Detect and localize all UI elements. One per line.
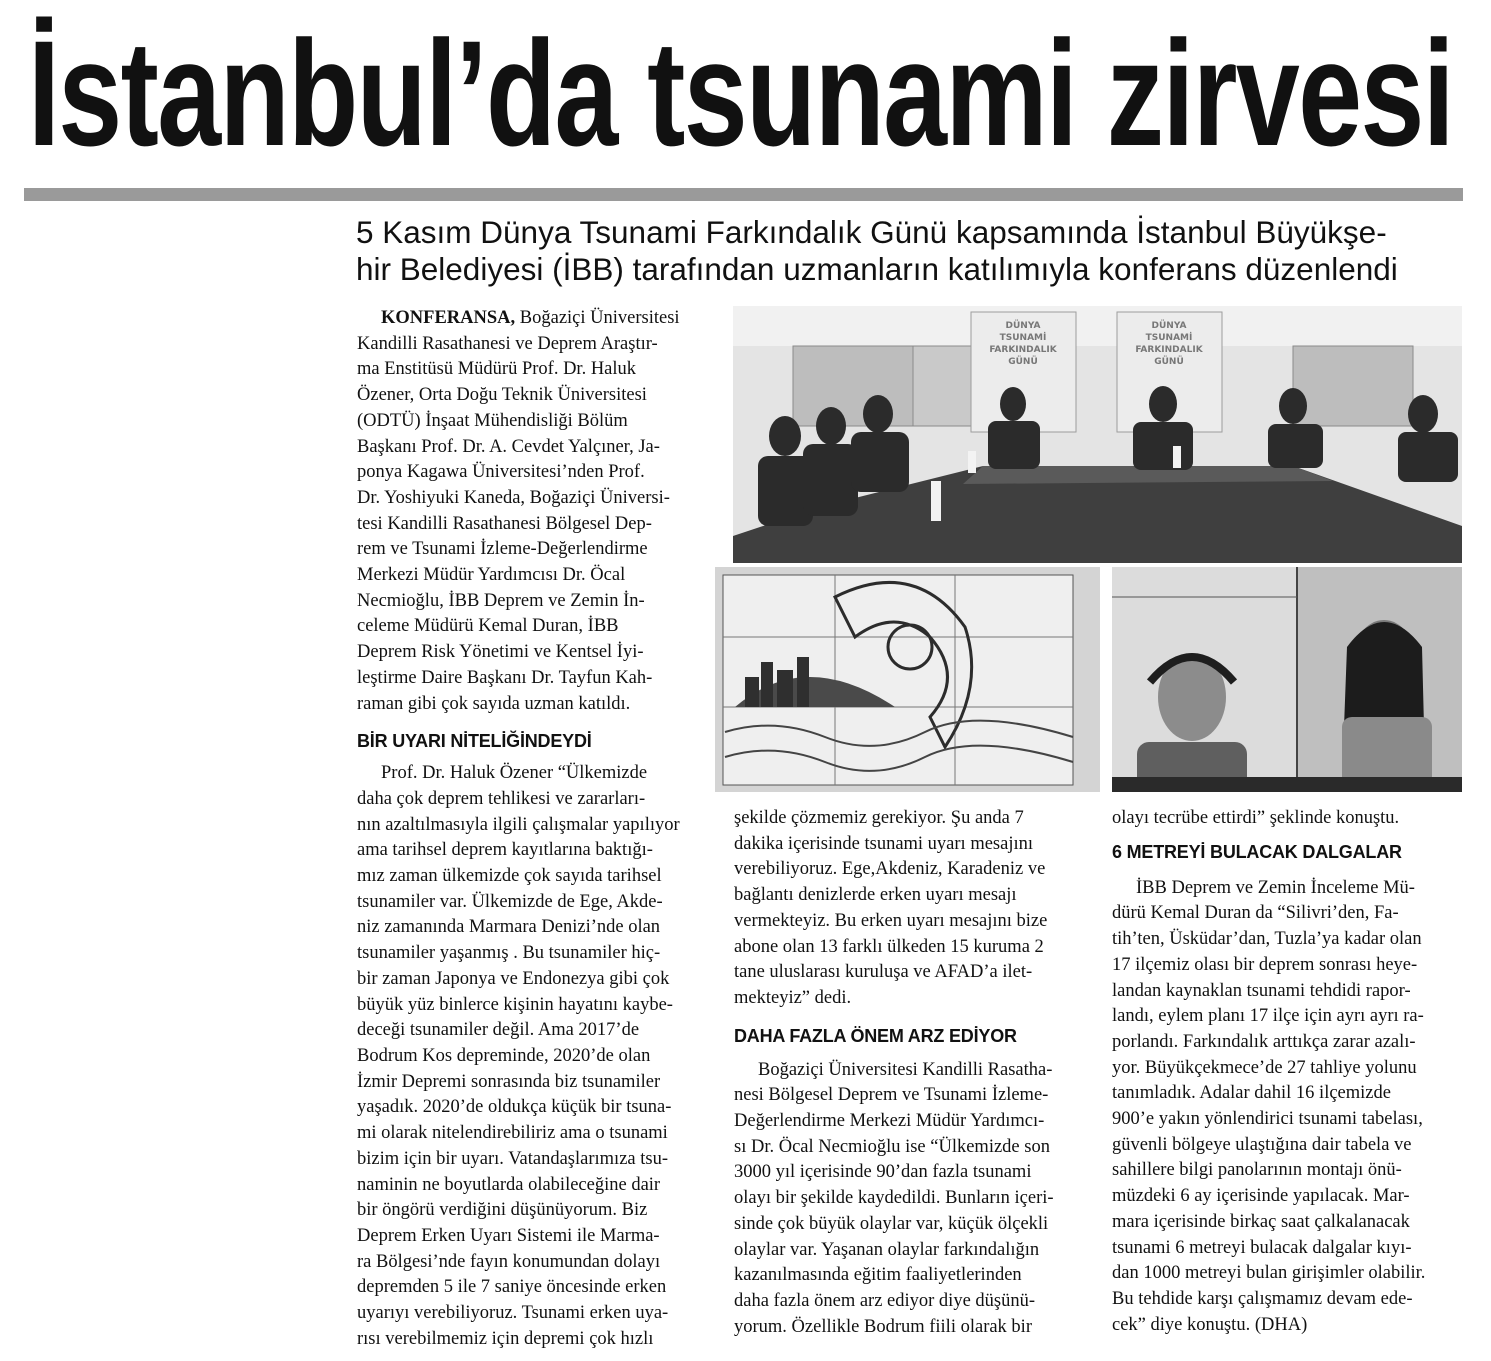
column-2 (734, 806, 1094, 1340)
text-line: olayı bir şekilde kaydedildi. Bunların içeri- (734, 1188, 1054, 1209)
text-line: dan 1000 metreyi bulan girişimler olabilir. (1112, 1263, 1426, 1284)
banner-line-4: GÜNÜ (1008, 357, 1038, 367)
text-line: bir öngörü verdiğini düşünüyorum. Biz (357, 1200, 648, 1221)
text-line: Boğaziçi Üniversitesi Kandilli Rasatha- (758, 1059, 1053, 1080)
banner-line-1: DÜNYA (1005, 321, 1041, 331)
text-line: İzmir Depremi sonrasında biz tsunamiler (357, 1071, 661, 1092)
text-line: niz zamanında Marmara Denizi’nde olan (357, 917, 661, 938)
text-line: uyarıyı verebiliyoruz. Tsunami erken uya- (357, 1303, 669, 1324)
text-line: Kandilli Rasathanesi ve Deprem Araştır- (357, 333, 658, 354)
headline-text: İstanbul’da tsunami zirvesi (28, 9, 1454, 177)
text-line: Özener, Orta Doğu Teknik Üniversitesi (357, 385, 647, 406)
text-line: leştirme Daire Başkanı Dr. Tayfun Kah- (357, 667, 653, 688)
subheadline (356, 214, 1456, 288)
intro-lines (357, 332, 707, 718)
text-line: daha çok deprem tehlikesi ve zararları- (357, 788, 646, 809)
text-line: büyük yüz binlerce kişinin hayatını kaybe- (357, 994, 673, 1015)
text-line: olaylar var. Yaşanan olaylar farkındalığın (734, 1239, 1040, 1260)
text-line: deceği tsunamiler değil. Ama 2017’de (357, 1020, 640, 1041)
text-line: mi olarak nitelendirebiliriz ama o tsunami (357, 1123, 668, 1144)
text-line: Bodrum Kos depreminde, 2020’de olan (357, 1045, 651, 1066)
column-1 (357, 306, 707, 1352)
text-line: Değerlendirme Merkezi Müdür Yardımcı- (734, 1111, 1045, 1132)
section-heading: BİR UYARI NİTELİĞİNDEYDİ (357, 731, 592, 752)
text-line: verebiliyoruz. Ege,Akdeniz, Karadeniz ve (734, 859, 1046, 880)
section-body (734, 1058, 1094, 1341)
photo-conference-room (733, 306, 1462, 563)
text-line: vermekteyiz. Bu erken uyarı mesajını bize (734, 910, 1048, 931)
text-line: naminin ne boyutlarda olabileceğine dair (357, 1174, 661, 1195)
text-line: dakika içerisinde tsunami uyarı mesajını (734, 833, 1033, 854)
intro-paragraph (357, 306, 707, 332)
text-line: sı Dr. Öcal Necmioğlu ise “Ülkemizde son (734, 1136, 1050, 1157)
text-line: celeme Müdürü Kemal Duran, İBB (357, 616, 619, 637)
text-line: landı, eylem planı 17 ilçe için ayrı ayrı ra- (1112, 1006, 1424, 1027)
headline (0, 0, 1491, 180)
text-line: ma Enstitüsü Müdürü Prof. Dr. Haluk (357, 359, 637, 380)
text-line: tesi Kandilli Rasathanesi Bölgesel Dep- (357, 513, 652, 534)
text-line: Merkezi Müdür Yardımcısı Dr. Öcal (357, 565, 626, 586)
text-line: Deprem Erken Uyarı Sistemi ile Marma- (357, 1225, 660, 1246)
subheadline-line: hir Belediyesi (İBB) tarafından uzmanların katılımıyla konferans düzenlendi (356, 251, 1398, 287)
headline-rule (24, 188, 1463, 201)
text-line: güvenli bölgeye ulaştığına dair tabela ve (1112, 1134, 1412, 1155)
text-line: şekilde çözmemiz gerekiyor. Şu anda 7 (734, 808, 1024, 828)
text-line: rısı verebilmemiz için depremi çok hızlı (357, 1328, 654, 1349)
banner-line-3: FARKINDALIK (1135, 345, 1203, 355)
banner-line-2: TSUNAMİ (999, 333, 1047, 343)
text-line: (ODTÜ) İnşaat Mühendisliği Bölüm (357, 410, 628, 431)
video-call-svg (1112, 567, 1462, 792)
banner-line-2: TSUNAMİ (1145, 333, 1193, 343)
section-heading: DAHA FAZLA ÖNEM ARZ EDİYOR (734, 1025, 1017, 1046)
text-line: mekteyiz” dedi. (734, 987, 852, 1008)
banner-line-4: GÜNÜ (1154, 357, 1184, 367)
text-line: İBB Deprem ve Zemin İnceleme Mü- (1136, 877, 1415, 898)
conference-photo-svg (733, 306, 1462, 563)
banner-line-3: FARKINDALIK (989, 345, 1057, 355)
text-line: ama tarihsel deprem kayıtlarına baktığı- (357, 840, 653, 861)
text-line: müzdeki 6 ay içerisinde yapılacak. Mar- (1112, 1186, 1410, 1207)
text-line: Necmioğlu, İBB Deprem ve Zemin İn- (357, 590, 645, 611)
text-line: sahillere bilgi panolarının montajı önü- (1112, 1160, 1402, 1181)
text-line: 17 ilçemiz olası bir deprem sonrası heye- (1112, 954, 1418, 975)
text-line: yor. Büyükçekmece’de 27 tahliye yolunu (1112, 1057, 1417, 1078)
text-line: ponya Kagawa Üniversitesi’nden Prof. (357, 462, 645, 483)
text-line: Prof. Dr. Haluk Özener “Ülkemizde (381, 763, 648, 784)
text-line: tih’ten, Üsküdar’dan, Tuzla’ya kadar olan (1112, 929, 1422, 950)
photo-tsunami-drawing (715, 567, 1100, 792)
text-line: yorum. Özellikle Bodrum fiili olarak bir (734, 1316, 1032, 1337)
text-line: mara içerisinde birkaç saat çalkalanacak (1112, 1211, 1410, 1232)
banner-line-1: DÜNYA (1151, 321, 1187, 331)
text-line: kazanılmasında eğitim faaliyetlerinden (734, 1265, 1022, 1286)
text-line: tsunami 6 metreyi bulacak dalgalar kıyı- (1112, 1237, 1412, 1258)
text-line: bizim için bir uyarı. Vatandaşlarımıza tsu- (357, 1148, 668, 1169)
text-line: 900’e yakın yönlendirici tsunami tabelası, (1112, 1109, 1423, 1130)
text-line: abone olan 13 farklı ülkeden 15 kuruma 2 (734, 936, 1044, 957)
text-line: sinde çok büyük olaylar var, küçük ölçekli (734, 1213, 1049, 1234)
text-line: raman gibi çok sayıda uzman katıldı. (357, 693, 631, 714)
section-body (1112, 876, 1472, 1339)
tsunami-drawing-svg (715, 567, 1100, 792)
intro-line: Boğaziçi Üniversitesi (515, 308, 680, 328)
text-line: nesi Bölgesel Deprem ve Tsunami İzleme- (734, 1085, 1049, 1106)
text-line: bir zaman Japonya ve Endonezya gibi çok (357, 968, 670, 989)
column-3 (1112, 806, 1472, 1338)
text-line: nın azaltılmasıyla ilgili çalışmalar yapılıyor (357, 814, 680, 835)
lead-word: KONFERANSA, (381, 308, 516, 328)
text-line: cek” diye konuştu. (DHA) (1112, 1314, 1308, 1335)
text-line: porlandı. Farkındalık arttıkça zarar azalı- (1112, 1031, 1416, 1052)
text-line: 3000 yıl içerisinde 90’dan fazla tsunami (734, 1162, 1032, 1183)
text-line: bağlantı denizlerde erken uyarı mesajı (734, 885, 1017, 906)
section-heading: 6 METREYİ BULACAK DALGALAR (1112, 841, 1402, 862)
text-line: rem ve Tsunami İzleme-Değerlendirme (357, 539, 648, 560)
photo-video-call (1112, 567, 1462, 792)
text-line: olayı tecrübe ettirdi” şeklinde konuştu. (1112, 808, 1400, 828)
text-line: tsunamiler yaşanmış . Bu tsunamiler hiç- (357, 943, 661, 964)
text-line: tanımladık. Adalar dahil 16 ilçemizde (1112, 1083, 1391, 1104)
section-body (1112, 806, 1472, 832)
text-line: dürü Kemal Duran da “Silivri’den, Fa- (1112, 903, 1399, 924)
text-line: Bu tehdide karşı çalışmamız devam ede- (1112, 1288, 1413, 1309)
text-line: tsunamiler var. Ülkemizde de Ege, Akde- (357, 891, 663, 912)
section-body (734, 806, 1094, 1012)
text-line: Dr. Yoshiyuki Kaneda, Boğaziçi Üniversi- (357, 487, 670, 508)
text-line: yaşadık. 2020’de oldukça küçük bir tsuna- (357, 1097, 672, 1118)
section-body (357, 761, 707, 1352)
text-line: mız zaman ülkemizde çok sayıda tarihsel (357, 866, 662, 887)
text-line: daha fazla önem arz ediyor diye düşünü- (734, 1290, 1036, 1311)
text-line: Başkanı Prof. Dr. A. Cevdet Yalçıner, Ja- (357, 436, 660, 457)
text-line: ra Bölgesi’nde fayın konumundan dolayı (357, 1251, 661, 1272)
text-line: landan kaynaklan tsunami tehdidi rapor- (1112, 980, 1411, 1001)
subheadline-line: 5 Kasım Dünya Tsunami Farkındalık Günü kapsamında İstanbul Büyükşe- (356, 214, 1387, 250)
text-line: depremden 5 ile 7 saniye öncesinde erken (357, 1277, 667, 1298)
text-line: tane uluslarası kuruluşa ve AFAD’a ilet- (734, 962, 1033, 983)
text-line: Deprem Risk Yönetimi ve Kentsel İyi- (357, 642, 644, 663)
